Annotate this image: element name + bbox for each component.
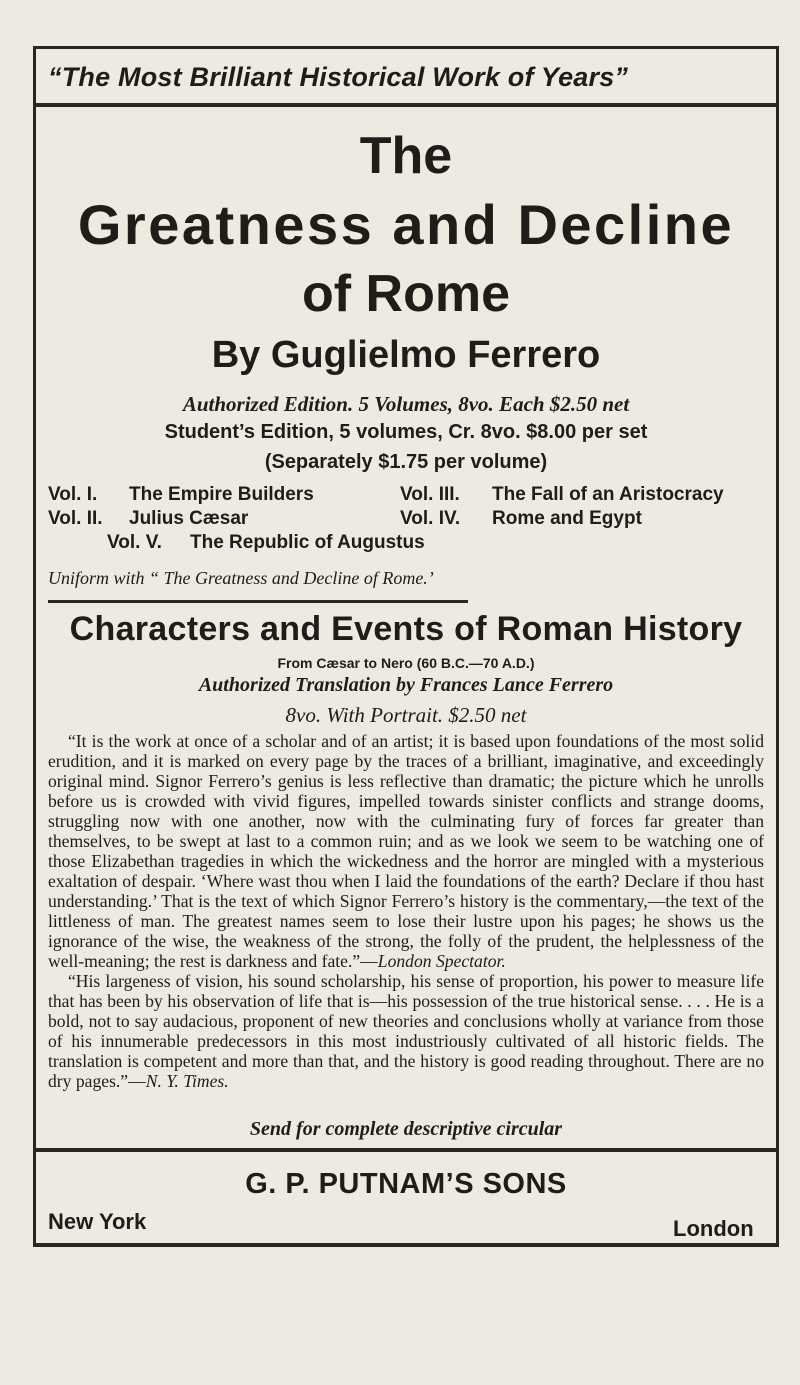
vol-4-title: Rome and Egypt bbox=[492, 508, 642, 529]
authorized-edition: Authorized Edition. 5 Volumes, 8vo. Each $2.50 net bbox=[182, 392, 630, 416]
tagline-rule bbox=[33, 103, 779, 107]
review-spectator-source: London Spectator. bbox=[377, 951, 506, 971]
uniform-prefix: Uniform with bbox=[48, 568, 150, 588]
vol-1-num: Vol. I. bbox=[48, 484, 98, 505]
tagline: “The Most Brilliant Historical Work of Years” bbox=[48, 62, 629, 92]
vol-2-title: Julius Cæsar bbox=[129, 508, 249, 529]
vol-5-title: The Republic of Augustus bbox=[190, 532, 425, 553]
title-line-3: of Rome bbox=[302, 265, 510, 323]
vol-1-title: The Empire Builders bbox=[129, 484, 314, 505]
circular-note: Send for complete descriptive circular bbox=[249, 1118, 563, 1140]
title-line-1: The bbox=[359, 127, 453, 185]
vol-5-num: Vol. V. bbox=[107, 532, 162, 553]
publisher-rule bbox=[33, 1148, 779, 1152]
vol-2-num: Vol. II. bbox=[48, 508, 103, 529]
city-london: London bbox=[673, 1216, 754, 1241]
second-book-translation: Authorized Translation by Frances Lance Ferrero bbox=[198, 674, 614, 696]
review-spectator bbox=[48, 731, 764, 971]
review-times-source: N. Y. Times. bbox=[145, 1071, 229, 1091]
title-line-2: Greatness and Decline bbox=[77, 193, 735, 256]
review-times-text: “His largeness of vision, his sound scholarship, his sense of proportion, his power to measure life that has been by his observation of life that is—his possession of the true historical sense. . . . He is a bold, not to say audacious, proponent of new theories and conclusions wholly at variance from those of his innumerable predecessors in this most industriously cultivated of all historic fields. The translation is competent and more than that, and the history is good reading throughout. There are no dry pages.”— bbox=[48, 971, 764, 1091]
review-times bbox=[48, 971, 764, 1091]
vol-3-num: Vol. III. bbox=[400, 484, 460, 505]
publisher-name: G. P. PUTNAM’S SONS bbox=[245, 1168, 567, 1200]
uniform-title: “ The Greatness and Decline of Rome.’ bbox=[149, 568, 434, 588]
author-line: By Guglielmo Ferrero bbox=[211, 334, 601, 376]
second-book-format: 8vo. With Portrait. $2.50 net bbox=[285, 703, 527, 727]
review-spectator-text: “It is the work at once of a scholar and of an artist; it is based upon foundations of the most solid erudition, and it is marked on every page by the traces of a brilliant, imaginative, and exceedingly original mind. Signor Ferrero’s genius is less reflective than dramatic; the picture which he unrolls before us is crowded with vivid figures, impelled towards sinister conflicts and strange dooms, struggling now with one another, now with the culminating fury of forces far greater than themselves, to be swept at last to a common ruin; and as we look we seem to be watching one of those Elizabethan tragedies in which the wickedness and the horror are mingled with a mysterious exaltation of despair. ‘Where wast thou when I laid the foundations of the earth? Declare if thou hast understanding.’ That is the text of which Signor Ferrero’s history is the commentary,—the text of the littleness of man. The greatest names seem to lose their lustre upon his pages; he shows us the ignorance of the wise, the weakness of the strong, the folly of the prudent, the helplessness of the well-meaning; the rest is darkness and fate.”— bbox=[48, 731, 764, 971]
bottom-rule bbox=[33, 1243, 779, 1247]
second-book-title: Characters and Events of Roman History bbox=[69, 610, 743, 648]
vol-3-title: The Fall of an Aristocracy bbox=[492, 484, 724, 505]
uniform-note bbox=[48, 568, 434, 589]
city-new-york: New York bbox=[48, 1209, 147, 1234]
students-edition: Student’s Edition, 5 volumes, Cr. 8vo. $8.00 per set bbox=[164, 421, 648, 443]
reviews bbox=[48, 731, 764, 1091]
vol-4-num: Vol. IV. bbox=[400, 508, 461, 529]
uniform-rule bbox=[48, 600, 468, 603]
separately-price: (Separately $1.75 per volume) bbox=[264, 451, 548, 473]
second-book-period: From Cæsar to Nero (60 B.C.—70 A.D.) bbox=[277, 655, 535, 671]
top-rule bbox=[33, 46, 779, 49]
